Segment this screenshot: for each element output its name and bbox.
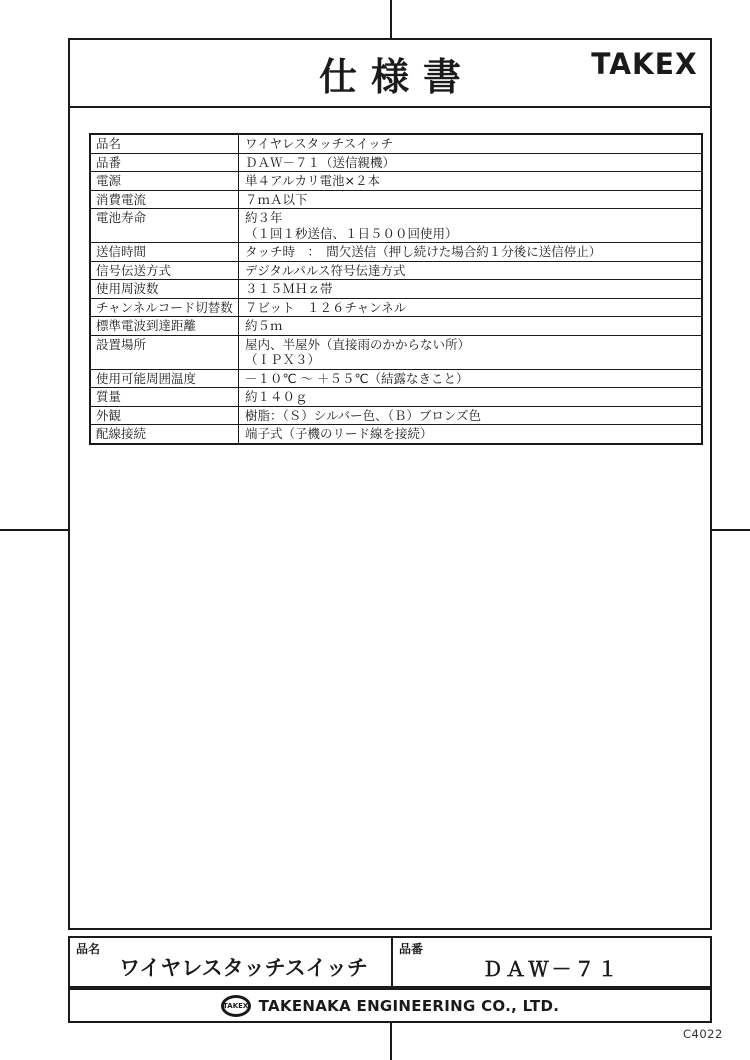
spec-row-label: 電源 bbox=[91, 172, 239, 190]
spec-row-label: 設置場所 bbox=[91, 336, 239, 369]
spec-row-value bbox=[239, 243, 701, 261]
product-summary-box bbox=[68, 936, 712, 988]
spec-row bbox=[91, 153, 701, 172]
spec-row bbox=[91, 424, 701, 443]
spec-row-label: 電池寿命 bbox=[91, 209, 239, 242]
spec-value-line: ７ビット １２６チャンネル bbox=[245, 299, 407, 315]
page-title: 仕様書 bbox=[318, 54, 475, 99]
spec-row-value bbox=[239, 336, 701, 369]
spec-row-label: 配線接続 bbox=[91, 425, 239, 443]
spec-row-value bbox=[239, 172, 701, 190]
spec-row bbox=[91, 387, 701, 406]
spec-row-label: 品番 bbox=[91, 154, 239, 172]
spec-row bbox=[91, 279, 701, 298]
product-name-value: ワイヤレスタッチスイッチ bbox=[119, 956, 368, 980]
spec-value-line: （ＩＰＸ３） bbox=[245, 352, 321, 367]
product-name-cell bbox=[70, 938, 391, 986]
spec-row-label: 使用周波数 bbox=[91, 280, 239, 298]
spec-row bbox=[91, 261, 701, 280]
spec-value-line: 端子式（子機のリード線を接続） bbox=[245, 426, 433, 441]
spec-value-line: 樹脂：（Ｓ）シルバー色、（Ｂ）ブロンズ色 bbox=[245, 407, 481, 423]
spec-value-line: －１０℃ ～ ＋５５℃（結露なきこと） bbox=[245, 370, 469, 386]
spec-row-label: 送信時間 bbox=[91, 243, 239, 261]
spec-row bbox=[91, 242, 701, 261]
spec-row-value bbox=[239, 262, 701, 280]
crop-mark-bottom bbox=[390, 1023, 392, 1060]
spec-row-value bbox=[239, 154, 701, 172]
spec-row-value bbox=[239, 135, 701, 153]
header-box bbox=[68, 38, 712, 108]
spec-row bbox=[91, 171, 701, 190]
product-name-label: 品名 bbox=[76, 942, 101, 956]
spec-value-line: タッチ時 ： 間欠送信（押し続けた場合約１分後に送信停止） bbox=[245, 244, 602, 259]
spec-value-line: 約３年 bbox=[245, 210, 283, 225]
spec-row-value bbox=[239, 299, 701, 317]
spec-row-label: 標準電波到達距離 bbox=[91, 317, 239, 335]
spec-value-line: 屋内、半屋外（直接雨のかからない所） bbox=[245, 336, 471, 352]
takex-logo-icon bbox=[221, 995, 251, 1017]
spec-value-line: ＤＡＷ－７１（送信親機） bbox=[245, 154, 396, 170]
spec-value-line: 約１４０ｇ bbox=[245, 389, 308, 404]
spec-row-label: チャンネルコード切替数 bbox=[91, 299, 239, 317]
company-name: TAKENAKA ENGINEERING CO., LTD. bbox=[258, 996, 560, 1015]
spec-row bbox=[91, 298, 701, 317]
spec-value-line: 単４アルカリ電池×２本 bbox=[245, 173, 380, 188]
body-box bbox=[68, 106, 712, 930]
spec-table bbox=[89, 133, 703, 445]
spec-value-line: デジタルパルス符号伝達方式 bbox=[245, 262, 406, 278]
product-model-value: ＤＡＷ－７１ bbox=[482, 957, 621, 981]
spec-value-line: （１回１秒送信、１日５００回使用） bbox=[245, 225, 458, 241]
spec-row-value bbox=[239, 407, 701, 425]
spec-row bbox=[91, 316, 701, 335]
spec-row bbox=[91, 335, 701, 369]
crop-mark-top bbox=[390, 0, 392, 38]
spec-row-value bbox=[239, 317, 701, 335]
spec-row-value bbox=[239, 388, 701, 406]
company-footer-box bbox=[68, 988, 712, 1023]
spec-value-line: ３１５ＭＨｚ帯 bbox=[245, 281, 333, 296]
spec-row bbox=[91, 369, 701, 388]
brand-logo: TAKEX bbox=[591, 47, 698, 81]
spec-row bbox=[91, 135, 701, 153]
product-model-cell bbox=[393, 938, 710, 986]
spec-value-line: 約５ｍ bbox=[245, 318, 283, 333]
spec-row-label: 使用可能周囲温度 bbox=[91, 370, 239, 388]
crop-mark-right bbox=[712, 529, 750, 531]
spec-row-value bbox=[239, 370, 701, 388]
spec-row bbox=[91, 190, 701, 209]
takex-logo-text: TAKEX bbox=[223, 1001, 249, 1010]
product-model-label: 品番 bbox=[399, 942, 424, 956]
spec-row-label: 品名 bbox=[91, 135, 239, 153]
spec-row-value bbox=[239, 209, 701, 242]
spec-row-value bbox=[239, 280, 701, 298]
spec-row-value bbox=[239, 191, 701, 209]
spec-value-line: ワイヤレスタッチスイッチ bbox=[245, 136, 394, 151]
spec-row bbox=[91, 406, 701, 425]
spec-value-line: ７ｍＡ以下 bbox=[245, 191, 308, 207]
spec-row-label: 信号伝送方式 bbox=[91, 262, 239, 280]
crop-mark-left bbox=[0, 529, 68, 531]
spec-row-label: 消費電流 bbox=[91, 191, 239, 209]
spec-row-value bbox=[239, 425, 701, 443]
doc-code: C4022 bbox=[683, 1027, 723, 1041]
spec-row-label: 外観 bbox=[91, 407, 239, 425]
spec-row bbox=[91, 208, 701, 242]
spec-row-label: 質量 bbox=[91, 388, 239, 406]
